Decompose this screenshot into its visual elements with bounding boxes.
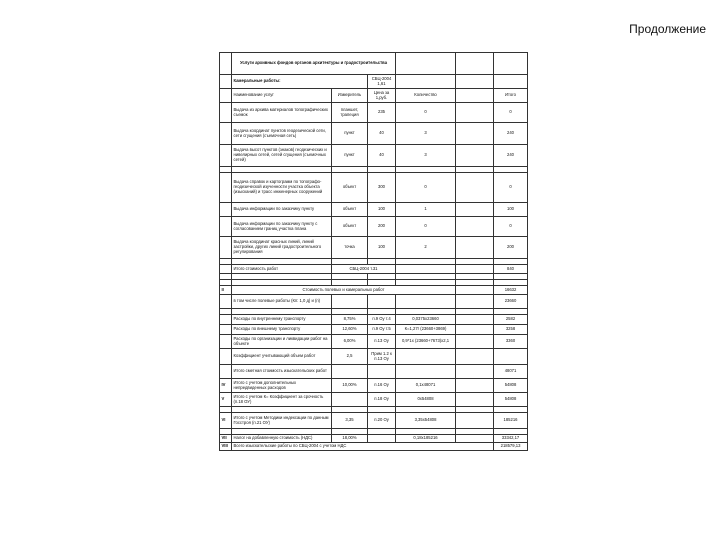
row-unit: пункт: [332, 123, 368, 145]
section-num: VII: [220, 435, 232, 443]
row-unit: объект: [332, 203, 368, 217]
row-name: Расходы по внутреннему транспорту: [232, 315, 332, 325]
row-unit: объект: [332, 173, 368, 203]
col-total-header: Итого: [494, 89, 528, 103]
row-qty: 0: [396, 103, 456, 123]
row-total: 2582: [494, 315, 528, 325]
row-total: 0: [494, 173, 528, 203]
archive-total-label: Итого стоимость работ: [232, 265, 332, 274]
section-num: VI: [220, 413, 232, 429]
row-total: [494, 349, 528, 365]
ref-label: СБЦ-2004 1,61: [368, 75, 396, 89]
row-price: 40: [368, 145, 396, 167]
row-pct: 8,75%: [332, 315, 368, 325]
table-row: [220, 237, 528, 259]
section-total: 16632: [494, 286, 528, 295]
row-name: Выдача информации по заказчику пункту с согласованием границ участка плана: [232, 217, 332, 237]
price-header: Цена за 1,руб.: [368, 89, 396, 103]
section-ref: п.18 Оу: [368, 393, 396, 407]
row-total: 100: [494, 203, 528, 217]
row-total: 3360: [494, 335, 528, 349]
section-row: [220, 393, 528, 407]
row-total: 240: [494, 123, 528, 145]
table-row: [220, 365, 528, 379]
row-total: 48071: [494, 365, 528, 379]
section-total: 185216: [494, 413, 528, 429]
table-row: [220, 145, 528, 167]
row-name: Коэффициент учитывающий объем работ: [232, 349, 332, 365]
row-price: 300: [368, 173, 396, 203]
doc-title: Услуги архивных фондов органов архитектуры и градостроительства: [232, 53, 396, 75]
section-row: [220, 379, 528, 393]
section-row: [220, 295, 528, 309]
section-pct: 18,00%: [332, 435, 368, 443]
section-label: Итого с учетом К= Коэффициент за срочность (п.18 ОУ): [232, 393, 332, 407]
desk-label: Камеральные работы:: [232, 75, 368, 89]
section-sub-label: в том числе полевые работы (Кп: 1,0 д) и (п): [232, 295, 332, 309]
section-total: 54808: [494, 379, 528, 393]
row-name: Расходы по организации и ликвидации работ на объекте: [232, 335, 332, 349]
section-formula: 0x54808: [396, 393, 456, 407]
row-total: 200: [494, 237, 528, 259]
row-price: 235: [368, 103, 396, 123]
row-unit: планшет, трапеция: [332, 103, 368, 123]
section-label: Итого с учетом Методики индексации по данным Госстроя (п.21 ОУ): [232, 413, 332, 429]
section-ref: п.20 Оу: [368, 413, 396, 429]
row-formula: 0,0375x23660: [396, 315, 456, 325]
row-name: Выдача высот пунктов (знаков) геодезических и нивелирных сетей, сетей сгущения (съемочных сетей): [232, 145, 332, 167]
row-total: 0: [494, 217, 528, 237]
section-total: 33342,17: [494, 435, 528, 443]
row-total: 3258: [494, 325, 528, 335]
table-row: [220, 349, 528, 365]
row-name: Выдача координат красных линий, линий застройки, других линий градостроительного регулирования: [232, 237, 332, 259]
row-price: 200: [368, 217, 396, 237]
row-pct: 2,5: [332, 349, 368, 365]
row-qty: 0: [396, 173, 456, 203]
row-price: 40: [368, 123, 396, 145]
row-price: 100: [368, 237, 396, 259]
table-row: [220, 217, 528, 237]
row-qty: 3: [396, 123, 456, 145]
col-name-header: Наименование услуг: [232, 89, 332, 103]
row-ref: Прим 1.2 к п.13 Оу: [368, 349, 396, 365]
table-row: [220, 173, 528, 203]
section-formula: 0,1x48071: [396, 379, 456, 393]
table-row: [220, 103, 528, 123]
row-name: Итого сметная стоимость изыскательских работ: [232, 365, 332, 379]
estimate-table: [219, 52, 528, 451]
table-row: [220, 315, 528, 325]
section-label: Всего изыскательские работы по СБЦ-2004 с учетом НДС: [232, 443, 494, 451]
section-total: 54808: [494, 393, 528, 407]
row-unit: объект: [332, 217, 368, 237]
archive-total-row: [220, 265, 528, 274]
section-row: [220, 286, 528, 295]
section-total: 218579,13: [494, 443, 528, 451]
section-num: V: [220, 393, 232, 407]
archive-total-ref: СБЦ-2004 т.31: [332, 265, 396, 274]
row-qty: 1: [396, 203, 456, 217]
section-pct: [332, 393, 368, 407]
row-formula: К=1,27r (23660+3869): [396, 325, 456, 335]
row-unit: пункт: [332, 145, 368, 167]
table-row: [220, 335, 528, 349]
section-ref: п.16 Оу: [368, 379, 396, 393]
section-label: Стоимость полевых и камеральных работ: [232, 286, 456, 295]
section-num: II: [220, 286, 232, 295]
section-num: IV: [220, 379, 232, 393]
table-row: [220, 203, 528, 217]
row-qty: 3: [396, 145, 456, 167]
row-ref: п.9 Оу т.5: [368, 325, 396, 335]
row-name: Выдача из архива материалов топографических съемок: [232, 103, 332, 123]
section-pct: 10,00%: [332, 379, 368, 393]
section-row: [220, 413, 528, 429]
row-name: Расходы по внешнему транспорту: [232, 325, 332, 335]
section-row: [220, 435, 528, 443]
row-ref: п.13 Оу: [368, 335, 396, 349]
archive-total-value: 840: [494, 265, 528, 274]
section-pct: 3,35: [332, 413, 368, 429]
section-sub-total: 23660: [494, 295, 528, 309]
row-qty: 0: [396, 217, 456, 237]
table-row: [220, 325, 528, 335]
row-total: 0: [494, 103, 528, 123]
section-label: Итого с учетом дополнительных непредвиденных расходов: [232, 379, 332, 393]
row-ref: п.9 Оу т.4: [368, 315, 396, 325]
section-row: [220, 443, 528, 451]
row-formula: [396, 349, 456, 365]
section-formula: 3,35x54808: [396, 413, 456, 429]
row-name: Выдача справок и картограмм по топографо-геодезической изученности участка объекта (изысканий) и трасс инженерных сооружений: [232, 173, 332, 203]
row-total: 240: [494, 145, 528, 167]
row-price: 100: [368, 203, 396, 217]
row-name: Выдача координат пунктов геодезической сети, сети сгущения (съемочная сеть): [232, 123, 332, 145]
row-formula: 0,9*1x (23660+7673)x2,1: [396, 335, 456, 349]
col-qty-header: Количество: [396, 89, 456, 103]
continuation-label: Продолжение: [629, 22, 706, 36]
section-label: Налог на добавленную стоимость (НДС): [232, 435, 332, 443]
section-formula: 0,18x185216: [396, 435, 456, 443]
section-num: VIII: [220, 443, 232, 451]
row-pct: 6,00%: [332, 335, 368, 349]
estimate-sheet: [219, 52, 527, 510]
row-unit: точка: [332, 237, 368, 259]
row-name: Выдача информации по заказчику пункту: [232, 203, 332, 217]
col-unit-header: Измеритель: [332, 89, 368, 103]
row-qty: 2: [396, 237, 456, 259]
row-pct: 12,60%: [332, 325, 368, 335]
table-row: [220, 123, 528, 145]
